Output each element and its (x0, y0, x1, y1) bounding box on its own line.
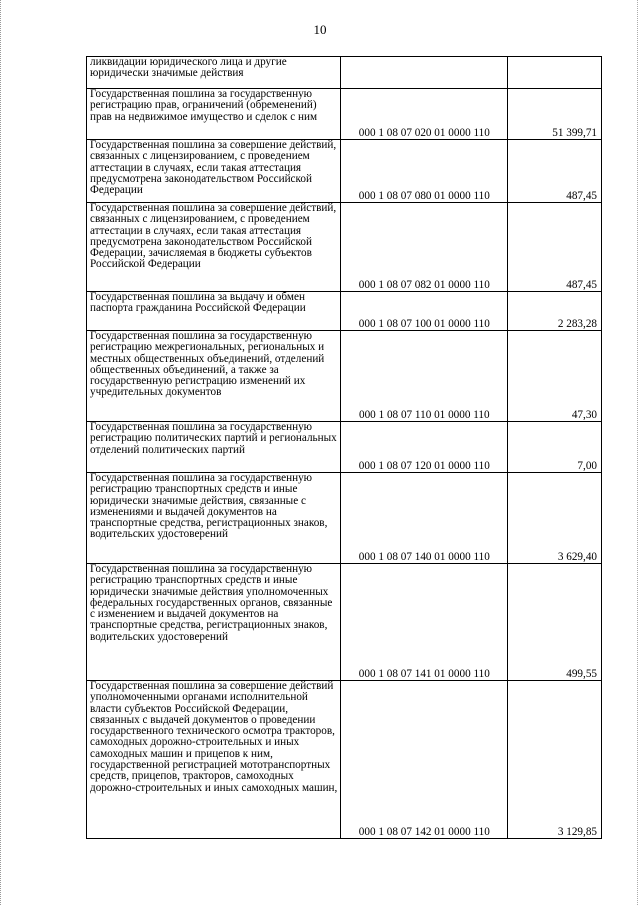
row-code-cell: 000 1 08 07 120 01 0000 110 (340, 422, 507, 473)
row-name-cell: Государственная пошлина за совершение действий, связанных с лицензированием, с проведением аттестации в случаях, если такая аттестация предусмотрена законодательством Российской Федерации (87, 140, 341, 203)
table-row (87, 89, 602, 140)
row-name-cell: Государственная пошлина за государственную регистрацию транспортных средств и иные юридически значимые действия, связанные с изменениями и выдачей документов на транспортные средства, регистрационных знаков, водительских удостоверений (87, 473, 341, 564)
table-row (87, 57, 602, 89)
row-code-cell (340, 57, 507, 89)
table-row (87, 140, 602, 203)
row-name-cell: Государственная пошлина за совершение действий уполномоченными органами исполнительной власти субъектов Российской Федерации, связанных с выдачей документов о проведении государственного технического осмотра тракторов, самоходных дорожно-строительных и иных самоходных машин и прицепов к ним, государственной регистрацией мототранспортных средств, прицепов, тракторов, самоходных дорожно-строительных и иных самоходных машин, (87, 681, 341, 839)
row-amount-cell: 47,30 (507, 331, 601, 422)
row-amount-cell: 7,00 (507, 422, 601, 473)
page-right-edge (635, 0, 638, 905)
row-amount-cell: 499,55 (507, 564, 601, 681)
row-name-cell: Государственная пошлина за государственную регистрацию прав, ограничений (обременений) прав на недвижимое имущество и сделок с ним (87, 89, 341, 140)
row-code-cell: 000 1 08 07 020 01 0000 110 (340, 89, 507, 140)
table-row (87, 473, 602, 564)
row-code-cell: 000 1 08 07 080 01 0000 110 (340, 140, 507, 203)
row-amount-cell (507, 57, 601, 89)
row-name-cell: Государственная пошлина за совершение действий, связанных с лицензированием, с проведением аттестации в случаях, если такая аттестация предусмотрена законодательством Российской Федерации, зачисляемая в бюджеты субъектов Российской Федерации (87, 203, 341, 292)
table-row (87, 564, 602, 681)
row-code-cell: 000 1 08 07 082 01 0000 110 (340, 203, 507, 292)
row-amount-cell: 51 399,71 (507, 89, 601, 140)
budget-revenue-table (86, 56, 602, 839)
row-name-cell: ликвидации юридического лица и другие юридически значимые действия (87, 57, 341, 89)
row-amount-cell: 3 129,85 (507, 681, 601, 839)
table-row (87, 292, 602, 331)
row-name-cell: Государственная пошлина за государственную регистрацию транспортных средств и иные юридически значимые действия уполномоченных федеральных государственных органов, связанные с изменением и выдачей документов на транспортные средства, регистрационных знаков, водительских удостоверений (87, 564, 341, 681)
table-row (87, 422, 602, 473)
row-code-cell: 000 1 08 07 141 01 0000 110 (340, 564, 507, 681)
row-name-cell: Государственная пошлина за выдачу и обмен паспорта гражданина Российской Федерации (87, 292, 341, 331)
table-row (87, 681, 602, 839)
row-code-cell: 000 1 08 07 142 01 0000 110 (340, 681, 507, 839)
row-code-cell: 000 1 08 07 100 01 0000 110 (340, 292, 507, 331)
row-name-cell: Государственная пошлина за государственную регистрацию политических партий и региональных отделений политических партий (87, 422, 341, 473)
row-amount-cell: 3 629,40 (507, 473, 601, 564)
table-row (87, 203, 602, 292)
row-code-cell: 000 1 08 07 140 01 0000 110 (340, 473, 507, 564)
page-left-edge (0, 0, 3, 905)
page-number: 10 (313, 22, 327, 37)
table-row (87, 331, 602, 422)
row-amount-cell: 487,45 (507, 140, 601, 203)
row-name-cell: Государственная пошлина за государственную регистрацию межрегиональных, региональных и местных общественных объединений, отделений общественных объединений, а также за государственную регистрацию изменений их учредительных документов (87, 331, 341, 422)
row-amount-cell: 487,45 (507, 203, 601, 292)
row-code-cell: 000 1 08 07 110 01 0000 110 (340, 331, 507, 422)
row-amount-cell: 2 283,28 (507, 292, 601, 331)
